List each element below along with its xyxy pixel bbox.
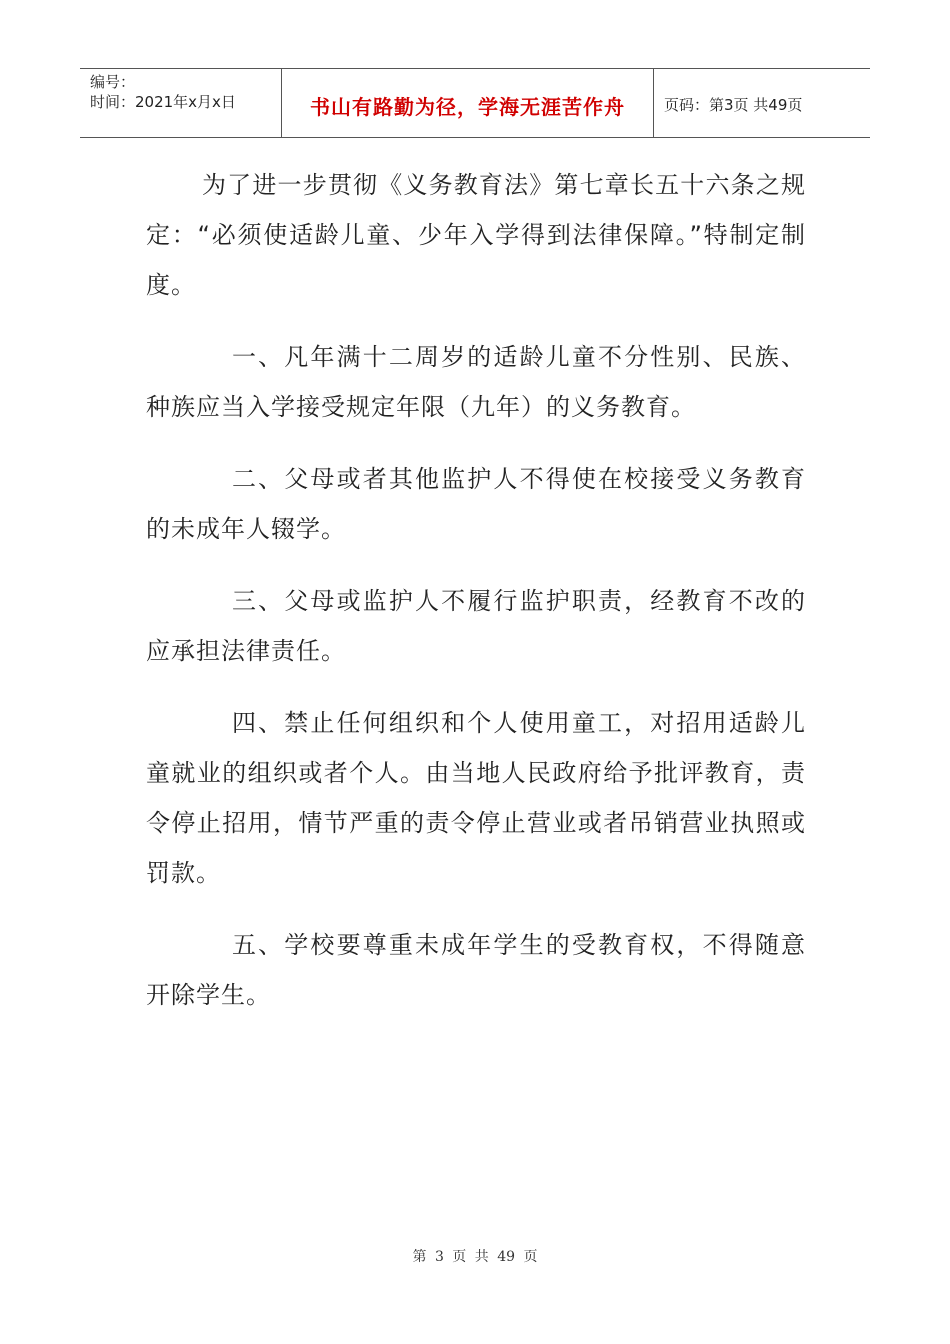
document-header (80, 68, 870, 138)
header-motto-cell (282, 69, 654, 137)
clause-5-paragraph: 五、学校要尊重未成年学生的受教育权，不得随意开除学生。 (146, 931, 806, 1009)
header-page-info: 页码：第3页 共49页 (664, 96, 803, 114)
document-body (146, 160, 806, 1042)
header-meta-cell (80, 69, 282, 137)
clause-4-paragraph: 四、禁止任何组织和个人使用童工，对招用适龄儿童就业的组织或者个人。由当地人民政府给予批评教育，责令停止招用，情节严重的责令停止营业或者吊销营业执照或罚款。 (146, 709, 806, 887)
document-date: 时间：2021年x月x日 (90, 93, 236, 111)
document-number-label: 编号： (90, 73, 136, 91)
header-page-cell (654, 69, 870, 137)
clause-2-paragraph: 二、父母或者其他监护人不得使在校接受义务教育的未成年人辍学。 (146, 465, 806, 543)
clause-3-paragraph: 三、父母或监护人不履行监护职责，经教育不改的应承担法律责任。 (146, 587, 806, 665)
header-motto: 书山有路勤为径，学海无涯苦作舟 (310, 95, 625, 119)
intro-paragraph: 为了进一步贯彻《义务教育法》第七章长五十六条之规定：“必须使适龄儿童、少年入学得到法律保障。”特制定制度。 (146, 171, 806, 299)
page-footer: 第 3 页 共 49 页 (412, 1249, 538, 1265)
clause-1-paragraph: 一、凡年满十二周岁的适龄儿童不分性别、民族、种族应当入学接受规定年限（九年）的义务教育。 (146, 343, 806, 421)
